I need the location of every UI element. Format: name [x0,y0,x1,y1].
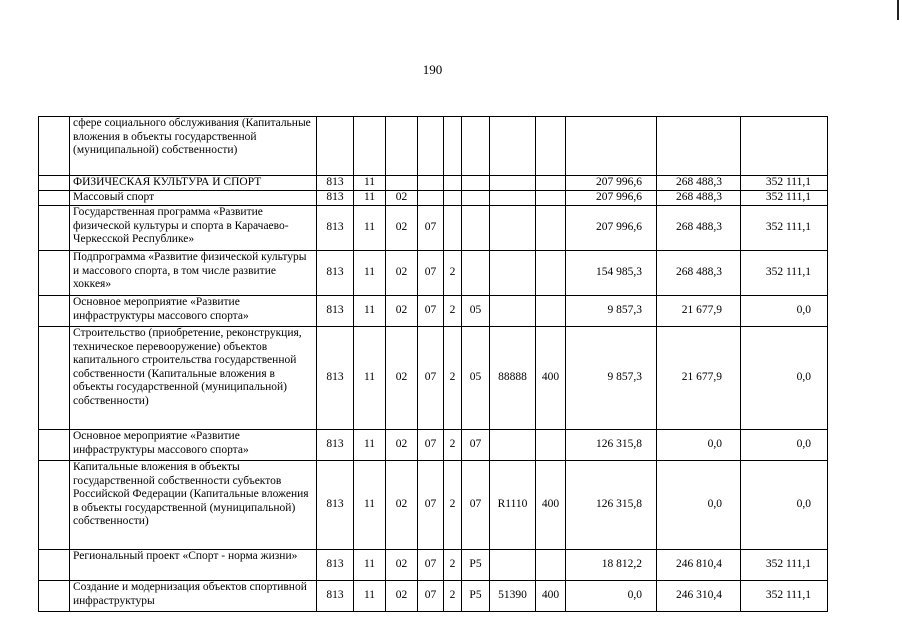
cell-subprogram: 2 [444,296,462,327]
cell-subsection: 02 [386,430,418,461]
cell-ministry: 813 [317,206,354,251]
cell-amount-3: 352 111,1 [741,251,828,296]
cell-subprogram: 2 [444,327,462,430]
cell-amount-3: 352 111,1 [741,581,828,612]
cell-amount-3: 352 111,1 [741,206,828,251]
table-row [39,550,828,581]
cell-subsection: 02 [386,296,418,327]
cell-amount-1: 9 857,3 [566,327,657,430]
cell-ministry: 813 [317,327,354,430]
cell-amount-2: 0,0 [657,430,741,461]
budget-table [38,116,828,612]
cell-direction [490,176,536,191]
cell-amount-3: 352 111,1 [741,176,828,191]
table-row [39,296,828,327]
cell-amount-1: 0,0 [566,581,657,612]
cell-direction [490,117,536,176]
cell-amount-2: 268 488,3 [657,191,741,206]
cell-direction [490,191,536,206]
cell-expense-type: 400 [536,327,566,430]
table-row [39,191,828,206]
row-marker-cell [39,581,70,612]
row-name: Капитальные вложения в объекты государственной собственности субъектов Российской Федерации (Капитальные вложения в объекты государственной (муниципальной) собственности) [70,461,317,550]
cell-program [418,191,444,206]
cell-amount-3: 0,0 [741,296,828,327]
cell-amount-1: 126 315,8 [566,461,657,550]
cell-section: 11 [354,206,386,251]
cell-subsection: 02 [386,251,418,296]
cell-amount-1: 154 985,3 [566,251,657,296]
cell-amount-1: 9 857,3 [566,296,657,327]
row-marker-cell [39,430,70,461]
cell-subsection [386,117,418,176]
cell-amount-1 [566,117,657,176]
cell-amount-1: 207 996,6 [566,206,657,251]
cell-amount-2: 21 677,9 [657,327,741,430]
cell-ministry: 813 [317,296,354,327]
cell-subsection [386,176,418,191]
cell-amount-1: 18 812,2 [566,550,657,581]
cell-expense-type [536,550,566,581]
cell-subprogram [444,206,462,251]
cell-ministry: 813 [317,461,354,550]
cell-event [462,117,490,176]
row-name: Государственная программа «Развитие физической культуры и спорта в Карачаево-Черкесской Республике» [70,206,317,251]
cell-section: 11 [354,581,386,612]
row-marker-cell [39,117,70,176]
cell-direction: 51390 [490,581,536,612]
cell-amount-3: 352 111,1 [741,550,828,581]
cell-subsection: 02 [386,550,418,581]
cell-amount-3: 0,0 [741,430,828,461]
cell-program: 07 [418,327,444,430]
cell-program: 07 [418,430,444,461]
cell-event: 07 [462,461,490,550]
cell-subsection: 02 [386,191,418,206]
cell-amount-1: 207 996,6 [566,176,657,191]
row-marker-cell [39,550,70,581]
table-row [39,206,828,251]
cell-expense-type [536,430,566,461]
row-name: Региональный проект «Спорт - норма жизни» [70,550,317,581]
table-row [39,117,828,176]
cell-event [462,251,490,296]
row-name: Подпрограмма «Развитие физической культуры и массового спорта, в том числе развитие хоккея» [70,251,317,296]
row-marker-cell [39,461,70,550]
cell-subsection: 02 [386,206,418,251]
cell-subprogram: 2 [444,550,462,581]
cell-expense-type: 400 [536,461,566,550]
page-edge-mark [897,0,899,20]
cell-program: 07 [418,206,444,251]
cell-section: 11 [354,191,386,206]
row-marker-cell [39,176,70,191]
cell-event [462,206,490,251]
row-marker-cell [39,296,70,327]
cell-section: 11 [354,430,386,461]
cell-amount-3 [741,117,828,176]
row-name: Основное мероприятие «Развитие инфраструктуры массового спорта» [70,430,317,461]
table-row [39,251,828,296]
row-name: Основное мероприятие «Развитие инфраструктуры массового спорта» [70,296,317,327]
row-name: Строительство (приобретение, реконструкция, техническое перевооружение) объектов капитального строительства государственной собственности (Капитальные вложения в объекты государственной (муниципальной) собственности) [70,327,317,430]
cell-ministry: 813 [317,191,354,206]
cell-ministry [317,117,354,176]
cell-amount-2: 0,0 [657,461,741,550]
cell-program: 07 [418,581,444,612]
row-name: сфере социального обслуживания (Капитальные вложения в объекты государственной (муниципальной) собственности) [70,117,317,176]
cell-direction [490,206,536,251]
cell-ministry: 813 [317,251,354,296]
cell-amount-3: 352 111,1 [741,191,828,206]
table-row [39,430,828,461]
cell-amount-3: 0,0 [741,327,828,430]
cell-ministry: 813 [317,550,354,581]
cell-section: 11 [354,176,386,191]
cell-amount-2: 246 310,4 [657,581,741,612]
row-name: Массовый спорт [70,191,317,206]
cell-event: P5 [462,550,490,581]
cell-subsection: 02 [386,327,418,430]
cell-program [418,117,444,176]
cell-amount-2: 268 488,3 [657,206,741,251]
cell-subprogram [444,176,462,191]
cell-program: 07 [418,296,444,327]
cell-expense-type [536,206,566,251]
cell-event: 07 [462,430,490,461]
cell-expense-type [536,191,566,206]
row-marker-cell [39,327,70,430]
cell-expense-type [536,176,566,191]
table-row [39,581,828,612]
cell-subsection: 02 [386,581,418,612]
cell-direction [490,430,536,461]
cell-ministry: 813 [317,581,354,612]
cell-amount-2: 268 488,3 [657,251,741,296]
cell-expense-type [536,251,566,296]
cell-ministry: 813 [317,176,354,191]
table-row [39,176,828,191]
cell-event: 05 [462,296,490,327]
cell-program [418,176,444,191]
cell-section: 11 [354,251,386,296]
row-name: Создание и модернизация объектов спортивной инфраструктуры [70,581,317,612]
cell-event [462,176,490,191]
cell-subprogram: 2 [444,461,462,550]
cell-direction [490,296,536,327]
page-number: 190 [422,62,443,77]
cell-section: 11 [354,550,386,581]
cell-amount-2 [657,117,741,176]
cell-subprogram: 2 [444,430,462,461]
cell-subprogram: 2 [444,251,462,296]
cell-expense-type: 400 [536,581,566,612]
cell-program: 07 [418,550,444,581]
cell-event: P5 [462,581,490,612]
cell-amount-2: 21 677,9 [657,296,741,327]
cell-amount-2: 268 488,3 [657,176,741,191]
table-row [39,461,828,550]
cell-amount-1: 207 996,6 [566,191,657,206]
cell-amount-1: 126 315,8 [566,430,657,461]
cell-program: 07 [418,251,444,296]
cell-subprogram: 2 [444,581,462,612]
cell-direction [490,251,536,296]
cell-section [354,117,386,176]
cell-program: 07 [418,461,444,550]
row-marker-cell [39,251,70,296]
cell-section: 11 [354,461,386,550]
cell-direction: 88888 [490,327,536,430]
cell-subprogram [444,191,462,206]
cell-event [462,191,490,206]
cell-section: 11 [354,296,386,327]
row-marker-cell [39,191,70,206]
cell-section: 11 [354,327,386,430]
cell-expense-type [536,296,566,327]
cell-expense-type [536,117,566,176]
cell-subsection: 02 [386,461,418,550]
cell-direction [490,550,536,581]
cell-ministry: 813 [317,430,354,461]
row-name: ФИЗИЧЕСКАЯ КУЛЬТУРА И СПОРТ [70,176,317,191]
cell-direction: R1110 [490,461,536,550]
cell-event: 05 [462,327,490,430]
row-marker-cell [39,206,70,251]
cell-amount-3: 0,0 [741,461,828,550]
cell-subprogram [444,117,462,176]
cell-amount-2: 246 810,4 [657,550,741,581]
table-row [39,327,828,430]
